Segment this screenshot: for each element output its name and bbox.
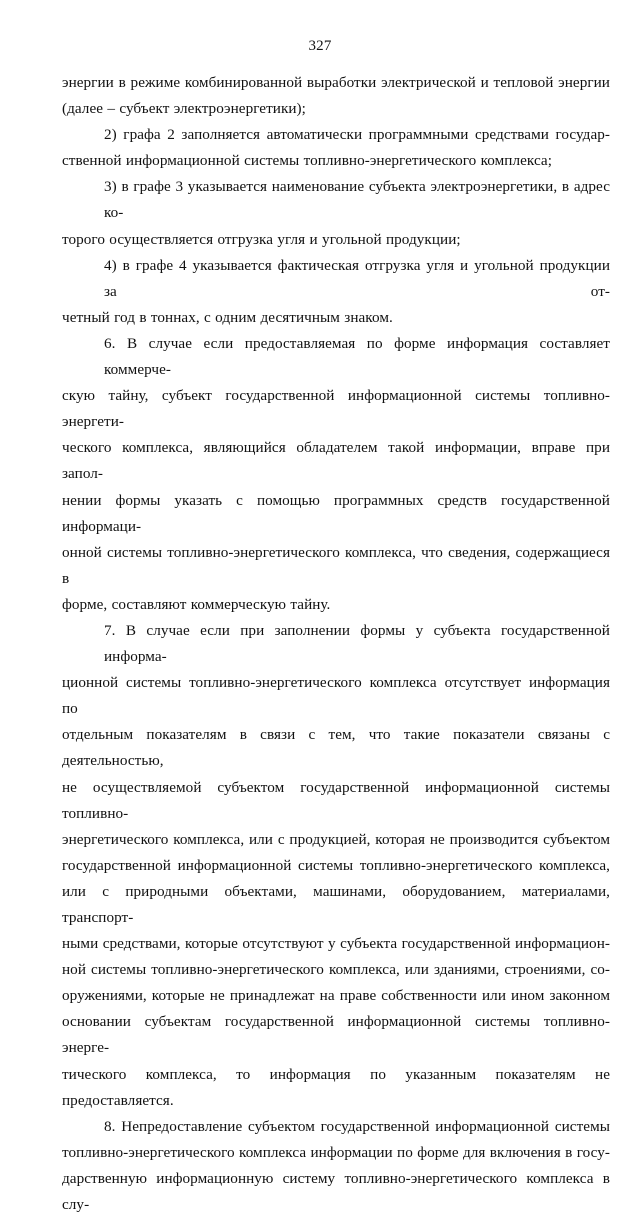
text-line: не осуществляемой субъектом государственной информационной системы топливно-	[62, 778, 610, 822]
paragraph	[62, 1114, 610, 1218]
paragraph	[62, 122, 610, 174]
text-line: оружениями, которые не принадлежат на праве собственности или ином законном	[62, 987, 610, 1005]
text-line: 7. В случае если при заполнении формы у субъекта государственной информа-	[104, 621, 610, 666]
text-line: тического комплекса, то информация по указанным показателям не предоставляется.	[62, 1065, 610, 1109]
text-line: 6. В случае если предоставляемая по форме информация составляет коммерче-	[104, 334, 610, 379]
text-line: ственной информационной системы топливно-энергетического комплекса;	[62, 152, 552, 170]
text-line: ной системы топливно-энергетического комплекса, или зданиями, строениями, со-	[62, 961, 610, 979]
text-line: форме, составляют коммерческую тайну.	[62, 595, 331, 613]
text-line: основании субъектам государственной информационной системы топливно-энерге-	[62, 1013, 610, 1057]
paragraph	[62, 70, 610, 122]
paragraph	[62, 618, 610, 1114]
text-line: или с природными объектами, машинами, оборудованием, материалами, транспорт-	[62, 882, 610, 926]
text-line: отдельным показателям в связи с тем, что такие показатели связаны с деятельностью,	[62, 726, 610, 770]
text-line: ционной системы топливно-энергетического комплекса отсутствует информация по	[62, 674, 610, 718]
paragraph	[62, 174, 610, 252]
text-line: нении формы указать с помощью программных средств государственной информаци-	[62, 491, 610, 535]
text-line: энергетического комплекса, или с продукцией, которая не производится субъектом	[62, 830, 610, 848]
text-line: 2) графа 2 заполняется автоматически программными средствами государ-	[104, 126, 610, 144]
text-line: торого осуществляется отгрузка угля и угольной продукции;	[62, 230, 461, 248]
text-line: энергии в режиме комбинированной выработки электрической и тепловой энергии	[62, 74, 610, 91]
text-line: онной системы топливно-энергетического комплекса, что сведения, содержащиеся в	[62, 543, 610, 587]
text-line: скую тайну, субъект государственной информационной системы топливно-энергети-	[62, 387, 610, 431]
text-line: 8. Непредоставление субъектом государственной информационной системы	[104, 1117, 610, 1135]
page-number: 327	[308, 38, 332, 54]
text-line: ными средствами, которые отсутствуют у субъекта государственной информацион-	[62, 935, 610, 953]
text-line: (далее – субъект электроэнергетики);	[62, 100, 306, 118]
text-line: топливно-энергетического комплекса информации по форме для включения в госу-	[62, 1143, 610, 1161]
paragraph	[62, 331, 610, 618]
text-line: 3) в графе 3 указывается наименование субъекта электроэнергетики, в адрес ко-	[104, 178, 610, 222]
text-line: государственной информационной системы топливно-энергетического комплекса,	[62, 856, 610, 874]
text-line: 4) в графе 4 указывается фактическая отгрузка угля и угольной продукции за от-	[104, 256, 610, 300]
text-line: дарственную информационную систему топливно-энергетического комплекса в слу-	[62, 1169, 610, 1214]
text-line: ческого комплекса, являющийся обладателем такой информации, вправе при запол-	[62, 439, 610, 483]
document-body	[62, 70, 610, 1218]
paragraph	[62, 253, 610, 331]
text-line: четный год в тоннах, с одним десятичным знаком.	[62, 308, 393, 326]
